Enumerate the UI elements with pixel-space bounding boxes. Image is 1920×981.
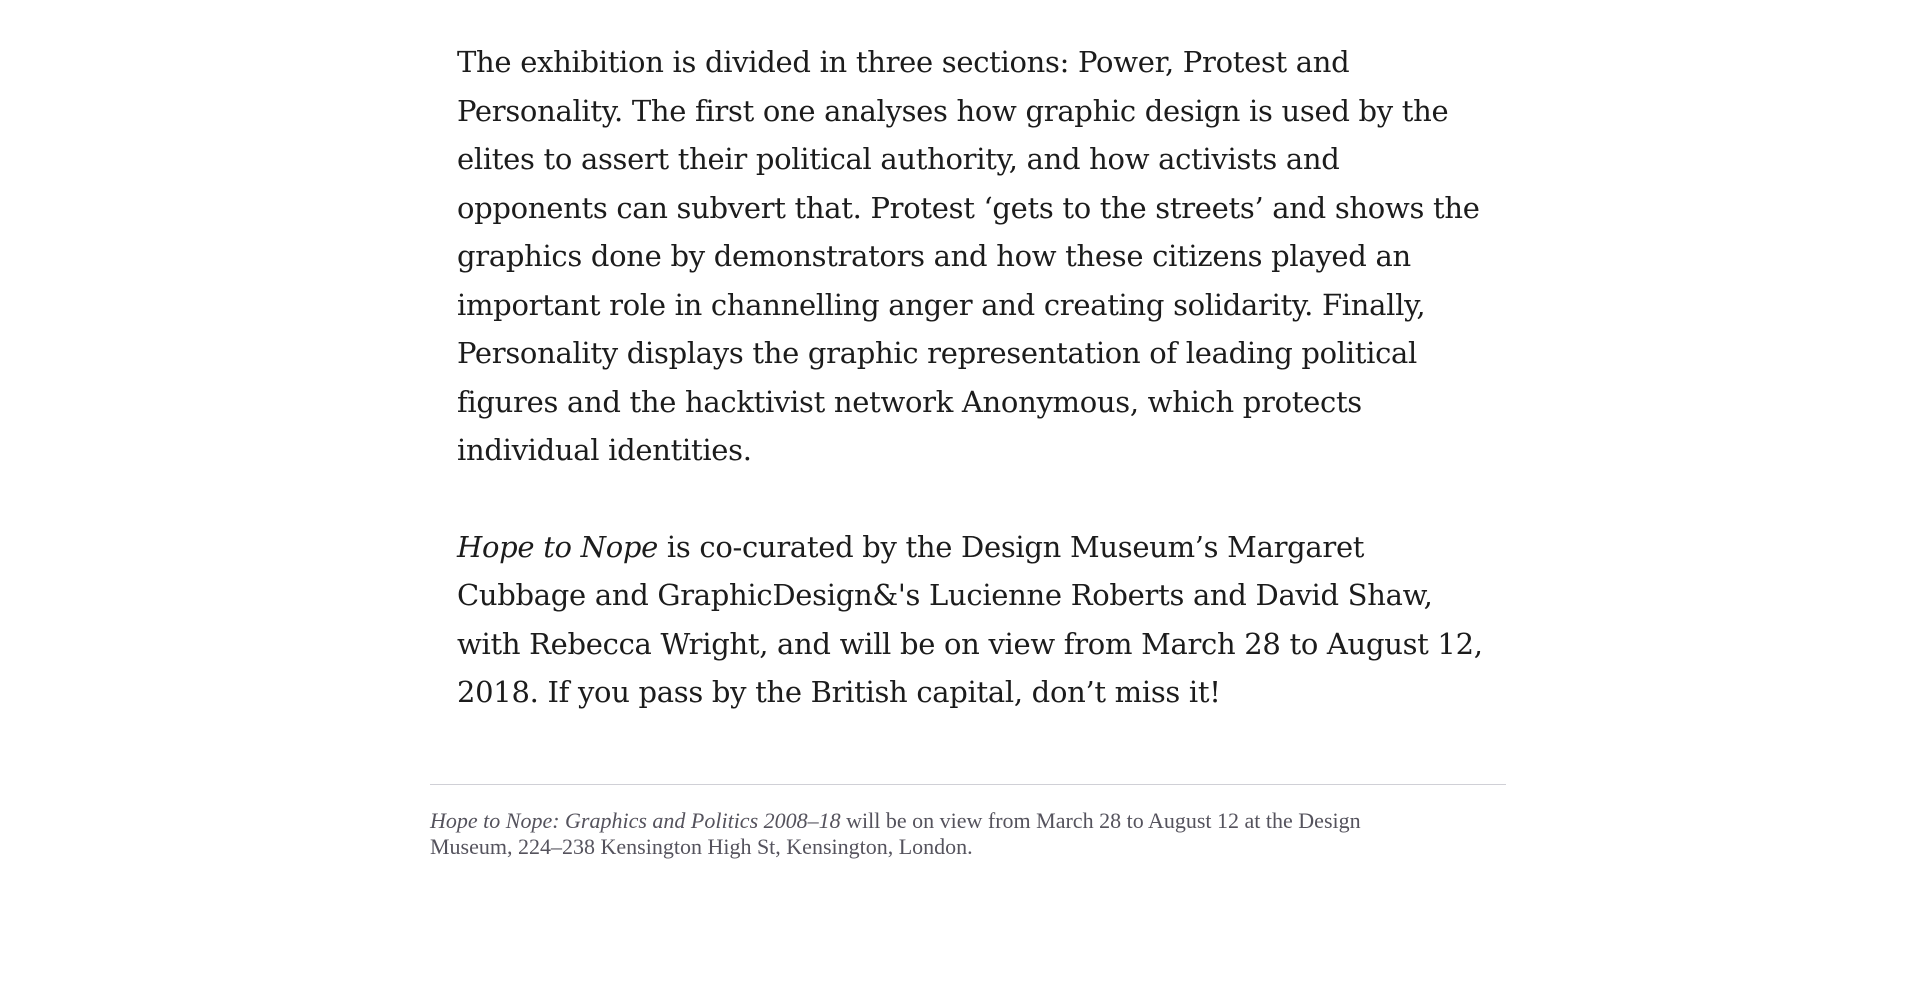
article-paragraph-sections: The exhibition is divided in three sections: Power, Protest and Personality. The first one analyses how graphic design is used by the elites to assert their political authority, and how activists and opponents can subvert that. Protest ‘gets to the streets’ and shows the graphics done by demonstrators and how these citizens played an important role in channelling anger and creating solidarity. Finally, Personality displays the graphic representation of leading political figures and the hacktivist network Anonymous, which protects individual identities.	[457, 45, 1480, 467]
caption-text: will be on view from March 28 to August 12 at the Design Museum, 224–238 Kensington High St, Kensington, London.	[430, 808, 1361, 859]
caption-divider	[430, 784, 1506, 785]
exhibition-caption	[430, 808, 1430, 860]
exhibition-title: Hope to Nope	[457, 529, 658, 564]
curators-text: is co-curated by the Design Museum’s Margaret Cubbage and GraphicDesign&'s Lucienne Roberts and David Shaw, with Rebecca Wright, and will be on view from March 28 to August 12, 2018. If you pass by the British capital, don’t miss it!	[457, 529, 1483, 709]
caption-exhibition-title: Hope to Nope: Graphics and Politics 2008–18	[430, 808, 841, 833]
article-body	[457, 38, 1497, 765]
article-paragraph-curators	[457, 523, 1497, 717]
